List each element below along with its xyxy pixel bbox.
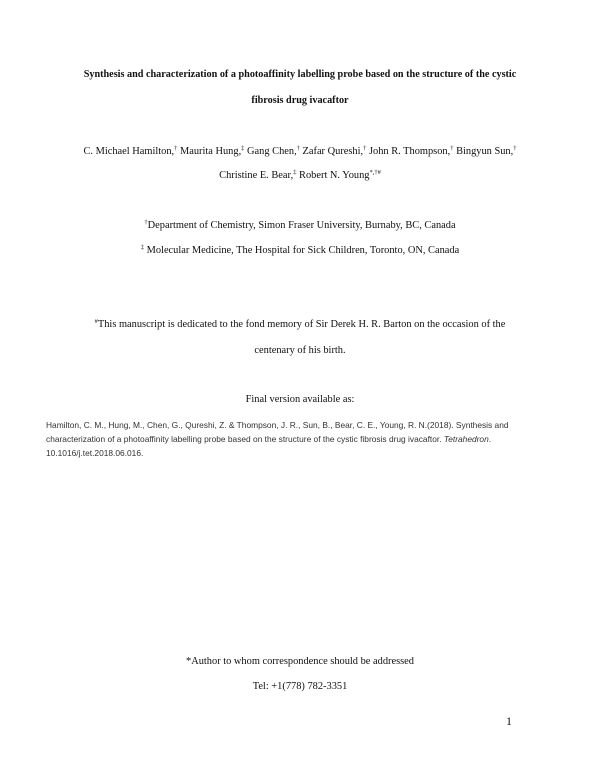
affiliation-mark: † (144, 219, 148, 226)
telephone: Tel: +1(778) 782-3351 (252, 681, 348, 692)
authors-line-1 (30, 145, 570, 159)
author-name: Christine E. Bear, (219, 170, 294, 181)
citation-journal: Tetrahedron (443, 434, 489, 444)
dedication-line-2: centenary of his birth. (254, 345, 346, 356)
citation-text: Hamilton, C. M., Hung, M., Chen, G., Qureshi, Z. & Thompson, J. R., Sun, B., Bear, C. E., Young, R. N.(2018). Synthesis and characterization of a photoaffinity labelling probe based on the structure of the cystic fibrosis drug ivacaftor. (46, 420, 509, 444)
correspondence-note: *Author to whom correspondence should be addressed (186, 656, 414, 667)
title-line-2: fibrosis drug ivacaftor (251, 95, 349, 106)
author-name: John R. Thompson, (368, 146, 451, 157)
citation (46, 418, 546, 460)
author-name: Maurita Hung, (179, 146, 242, 157)
authors-line-2 (30, 169, 570, 183)
author-mark: † (363, 145, 367, 152)
affiliation-mark: ‡ (140, 244, 145, 251)
author-mark: † (296, 145, 300, 152)
author-mark: † (513, 145, 517, 152)
author-name: Gang Chen, (247, 146, 297, 157)
author-mark: *,†# (369, 169, 381, 176)
dedication-text: This manuscript is dedicated to the fond memory of Sir Derek H. R. Barton on the occasion of the (97, 319, 506, 330)
author-mark: † (174, 145, 178, 152)
affiliation-1 (30, 219, 570, 233)
author-mark: ‡ (293, 169, 297, 176)
affiliation-2 (30, 244, 570, 258)
affiliation-text: Department of Chemistry, Simon Fraser University, Burnaby, BC, Canada (147, 220, 456, 231)
author-name: Zafar Qureshi, (302, 146, 364, 157)
dedication-line-1 (30, 318, 570, 332)
author-name: Bingyun Sun, (456, 146, 514, 157)
author-name: C. Michael Hamilton, (83, 146, 175, 157)
paper-title (30, 62, 570, 114)
author-mark: ‡ (241, 145, 245, 152)
dedication-mark: # (94, 318, 98, 325)
affiliation-text: Molecular Medicine, The Hospital for Sick Children, Toronto, ON, Canada (144, 245, 460, 256)
title-line-1: Synthesis and characterization of a photoaffinity labelling probe based on the structure of the cystic (83, 69, 517, 80)
final-version-label: Final version available as: (245, 394, 355, 405)
author-name: Robert N. Young (299, 170, 370, 181)
page-number: 1 (506, 714, 512, 728)
citation-doi: . 10.1016/j.tet.2018.06.016. (46, 434, 492, 458)
author-mark: † (450, 145, 454, 152)
